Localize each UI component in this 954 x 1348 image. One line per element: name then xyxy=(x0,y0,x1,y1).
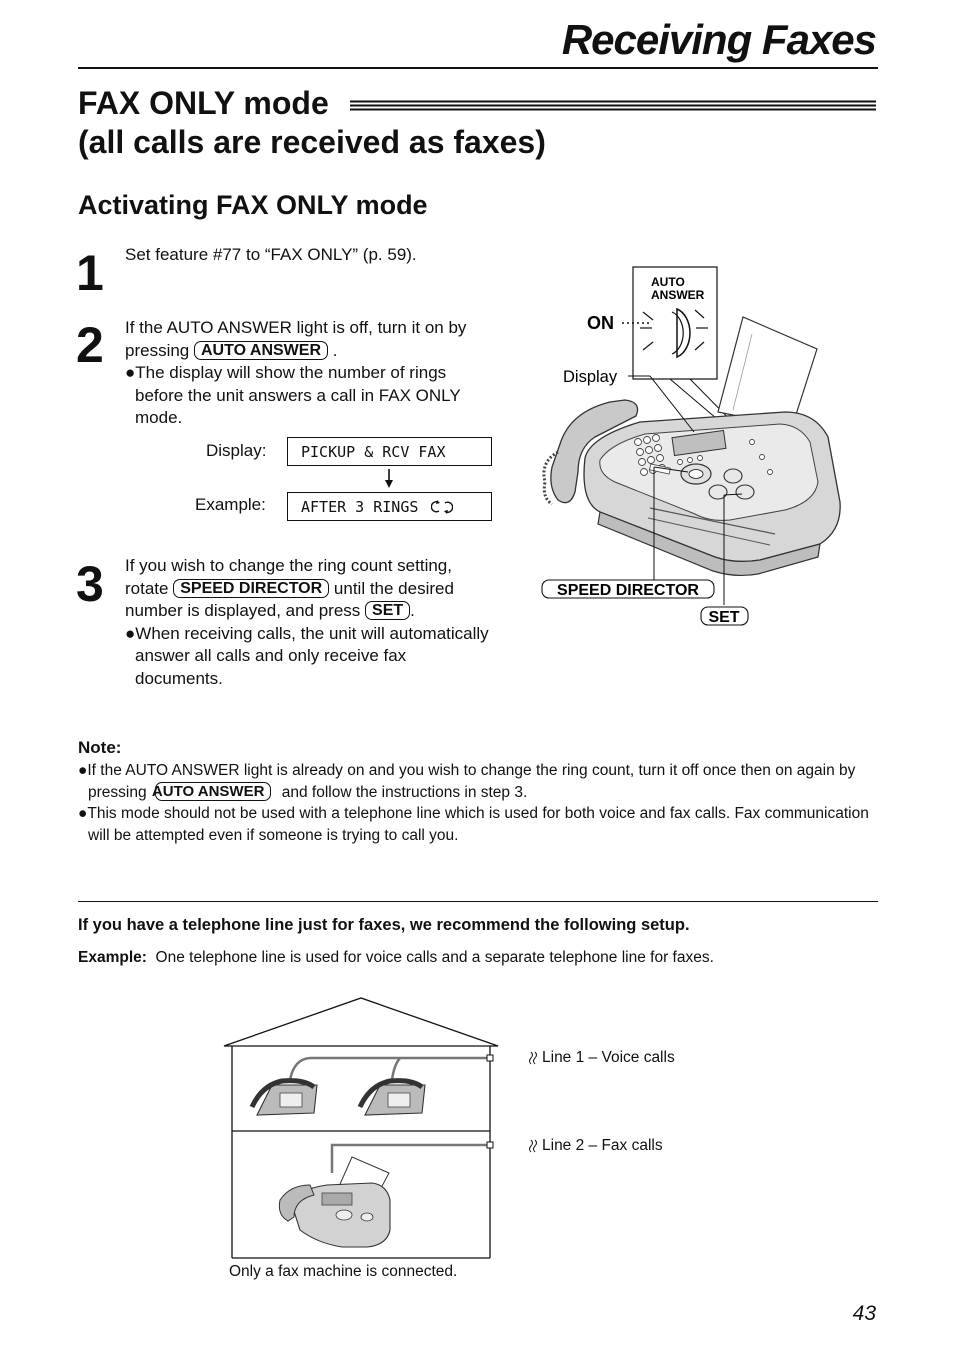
line-2-label: Line 2 – Fax calls xyxy=(542,1137,663,1154)
line-2-break-icon xyxy=(528,1139,540,1153)
step-2-text: If the AUTO ANSWER light is off, turn it on by pressing AUTO ANSWER . ●The display will show the number of rings before the unit answers a call in FAX ONLY mode. xyxy=(125,317,497,430)
auto-answer-label-2: ANSWER xyxy=(651,288,705,302)
diagram-caption: Only a fax machine is connected. xyxy=(229,1263,458,1280)
step-2-instruction: If the AUTO ANSWER light is off, turn it on by pressing xyxy=(125,318,467,360)
section-title xyxy=(78,84,546,162)
fax-machine-small-icon xyxy=(279,1157,390,1247)
svg-text:SET: SET xyxy=(708,609,740,626)
header-rule xyxy=(78,67,878,69)
auto-answer-key: AUTO ANSWER xyxy=(194,341,328,360)
section-title-line1: FAX ONLY mode xyxy=(78,85,329,121)
on-label: ON xyxy=(587,313,614,333)
note-item-2: ●This mode should not be used with a telephone line which is used for both voice and fax calls. Fax communication will be attempted even if someone is trying to call you. xyxy=(78,805,869,844)
house-diagram xyxy=(222,995,512,1260)
display-callout-label: Display xyxy=(563,368,618,386)
step-1-text: Set feature #77 to “FAX ONLY” (p. 59). xyxy=(125,245,417,264)
recommendation-example: Example: One telephone line is used for voice calls and a separate telephone line for faxes. xyxy=(78,949,714,966)
set-button-icon xyxy=(736,485,754,499)
step-2-number: 2 xyxy=(76,317,104,373)
note-title: Note: xyxy=(78,738,122,757)
ring-icon xyxy=(431,500,453,514)
telephone-2-icon xyxy=(360,1081,425,1115)
house-roof xyxy=(224,998,498,1046)
auto-answer-label-1: AUTO xyxy=(651,275,685,289)
line-1-label: Line 1 – Voice calls xyxy=(542,1049,675,1066)
down-arrow-icon xyxy=(383,469,395,489)
note-item-1: ●If the AUTO ANSWER light is already on and you wish to change the ring count, turn it off once then on again by pressing AUTO ANSWER and follow the instructions in step 3. xyxy=(78,762,856,801)
example-readout: AFTER 3 RINGS xyxy=(287,492,492,521)
display-label: Display: xyxy=(206,441,267,460)
section-divider xyxy=(78,901,878,902)
fax-machine-illustration xyxy=(530,262,878,632)
subsection-title: Activating FAX ONLY mode xyxy=(78,190,428,220)
step-1-number: 1 xyxy=(76,245,104,301)
step-2-bullet: ●The display will show the number of rings before the unit answers a call in FAX ONLY mode. xyxy=(125,363,461,427)
svg-text:SPEED DIRECTOR: SPEED DIRECTOR xyxy=(557,582,699,599)
speed-director-key: SPEED DIRECTOR xyxy=(173,579,329,598)
note-list xyxy=(78,760,878,846)
step-3-number: 3 xyxy=(76,556,104,612)
page-header-title: Receiving Faxes xyxy=(561,16,876,63)
recommendation-title: If you have a telephone line just for faxes, we recommend the following setup. xyxy=(78,916,690,934)
telephone-1-icon xyxy=(252,1081,317,1115)
note-auto-answer-key: AUTO ANSWER xyxy=(155,782,272,801)
display-readout: PICKUP & RCV FAX xyxy=(287,437,492,466)
line-1-break-icon xyxy=(528,1051,540,1065)
step-3-text: If you wish to change the ring count setting, rotate SPEED DIRECTOR until the desired number is displayed, and press SET . ●When receiving calls, the unit will automatically answer all calls and only receive fax documents. xyxy=(125,555,497,690)
step-3-bullet: ●When receiving calls, the unit will automatically answer all calls and only receive fax documents. xyxy=(125,623,489,688)
title-decoration-lines xyxy=(350,100,876,112)
example-label: Example: xyxy=(195,495,266,514)
section-title-line2: (all calls are received as faxes) xyxy=(78,124,546,160)
set-key: SET xyxy=(365,601,410,620)
page-number: 43 xyxy=(852,1302,876,1325)
